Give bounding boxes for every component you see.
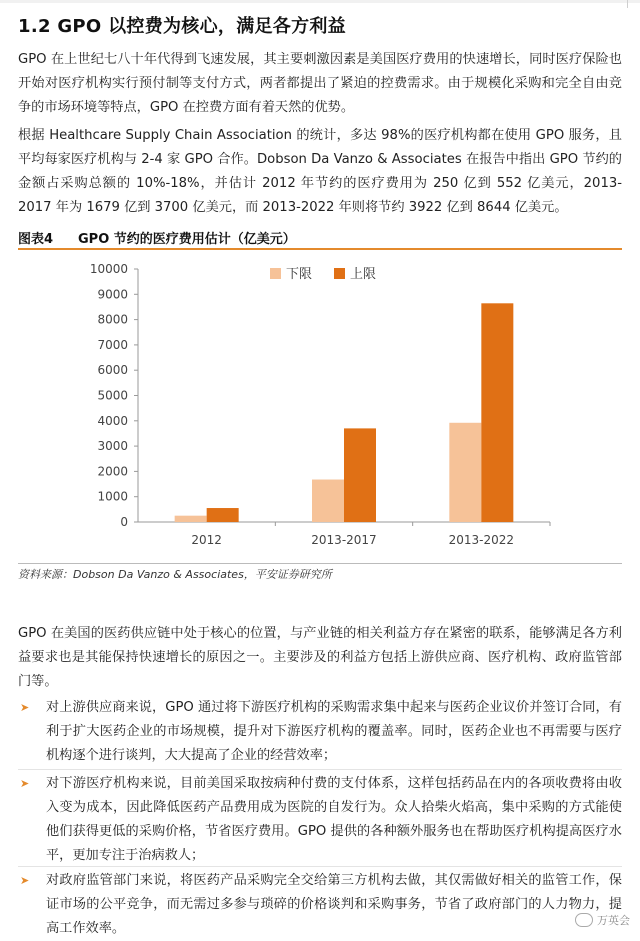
figure-title-bar <box>18 226 622 250</box>
legend-label: 上限 <box>350 267 377 282</box>
legend-swatch <box>270 268 281 279</box>
bullet-arrow-icon: ➤ <box>20 777 30 790</box>
watermark-text: 万英会 <box>597 914 630 927</box>
bar-lower <box>449 423 481 522</box>
figure-source: 资料来源：Dobson Da Vanzo & Associates，平安证券研究所 <box>18 568 332 581</box>
top-border <box>0 0 640 3</box>
bullet-arrow-icon: ➤ <box>20 701 30 714</box>
wechat-icon <box>575 913 593 927</box>
bar-lower <box>175 516 207 522</box>
x-tick-label: 2013-2022 <box>448 533 515 547</box>
legend-label: 下限 <box>286 267 313 282</box>
bullet-text: 对政府监管部门来说，将医药产品采购完全交给第三方机构去做，其仅需做好相关的监管工作，保证市场的公平竞争，而无需过多参与琐碎的价格谈判和采购事务，节省了政府部门的人力物力，提高工作效率。 <box>46 873 622 936</box>
bar-upper <box>207 508 239 522</box>
y-tick-label: 7000 <box>97 337 128 352</box>
y-tick-label: 9000 <box>97 287 128 302</box>
bar-upper <box>344 428 376 522</box>
bullet-divider <box>18 866 622 867</box>
y-tick-label: 10000 <box>89 262 128 276</box>
y-tick-label: 5000 <box>97 388 128 403</box>
y-tick-label: 0 <box>120 515 128 529</box>
figure-number: 图表4 <box>18 232 54 247</box>
bar-upper <box>481 303 513 522</box>
intro-paragraph: GPO 在美国的医药供应链中处于核心的位置，与产业链的相关利益方存在紧密的联系，能够满足各方利益要求也是其能保持快速增长的原因之一。主要涉及的利益方包括上游供应商、医疗机构、政府监管部门等。 <box>18 626 622 689</box>
x-tick-label: 2013-2017 <box>311 533 377 547</box>
bullet-text: 对上游供应商来说，GPO 通过将下游医疗机构的采购需求集中起来与医药企业议价并签订合同，有利于扩大医药企业的市场规模，提升对下游医疗机构的覆盖率。同时，医药企业也不再需要与医疗机构逐个进行谈判，大大提高了企业的经营效率； <box>46 700 622 763</box>
y-tick-label: 3000 <box>97 439 128 454</box>
y-tick-label: 6000 <box>97 363 128 378</box>
bullet-divider <box>18 769 622 770</box>
paragraph-1: GPO 在上世纪七八十年代得到飞速发展，其主要刺激因素是美国医疗费用的快速增长，同时医疗保险也开始对医疗机构实行预付制等支付方式，两者都提出了紧迫的控费需求。由于规模化采购和完全自由竞争的市场环境等特点，GPO 在控费方面有着天然的优势。 <box>18 52 622 115</box>
x-tick-label: 2012 <box>191 533 222 547</box>
bullet-arrow-icon: ➤ <box>20 874 30 887</box>
y-tick-label: 2000 <box>97 464 128 479</box>
y-tick-label: 4000 <box>97 413 128 428</box>
figure-title: GPO 节约的医疗费用估计（亿美元） <box>78 232 296 247</box>
bar-lower <box>312 480 344 522</box>
y-tick-label: 1000 <box>97 489 128 504</box>
bullet-text: 对下游医疗机构来说，目前美国采取按病种付费的支付体系，这样包括药品在内的各项收费将由收入变为成本，因此降低医药产品费用成为医院的自发行为。众人拾柴火焰高，集中采购的方式能使他们获得更低的采购价格，节省医疗费用。GPO 提供的各种额外服务也在帮助医疗机构提高医疗水平，更加专注于治病救人； <box>46 776 622 863</box>
legend-swatch <box>334 268 345 279</box>
top-mark <box>627 0 628 8</box>
savings-bar-chart <box>18 250 622 560</box>
paragraph-2: 根据 Healthcare Supply Chain Association 的统计，多达 98%的医疗机构都在使用 GPO 服务，且平均每家医疗机构与 2-4 家 GPO 合作。Dobson Da Vanzo & Associates 在报告中指出 GPO 节约的金额占采购总额的 10%-18%，并估计 2012 年节约的医疗费用为 250 亿到 552 亿美元，2013-2017 年为 1679 亿到 3700 亿美元，而 2013-2022 年则将节约 3922 亿到 8644 亿美元。 <box>18 128 622 215</box>
section-heading: 1.2 GPO 以控费为核心，满足各方利益 <box>18 16 346 37</box>
y-tick-label: 8000 <box>97 312 128 327</box>
source-divider <box>18 563 622 564</box>
watermark <box>575 912 630 928</box>
